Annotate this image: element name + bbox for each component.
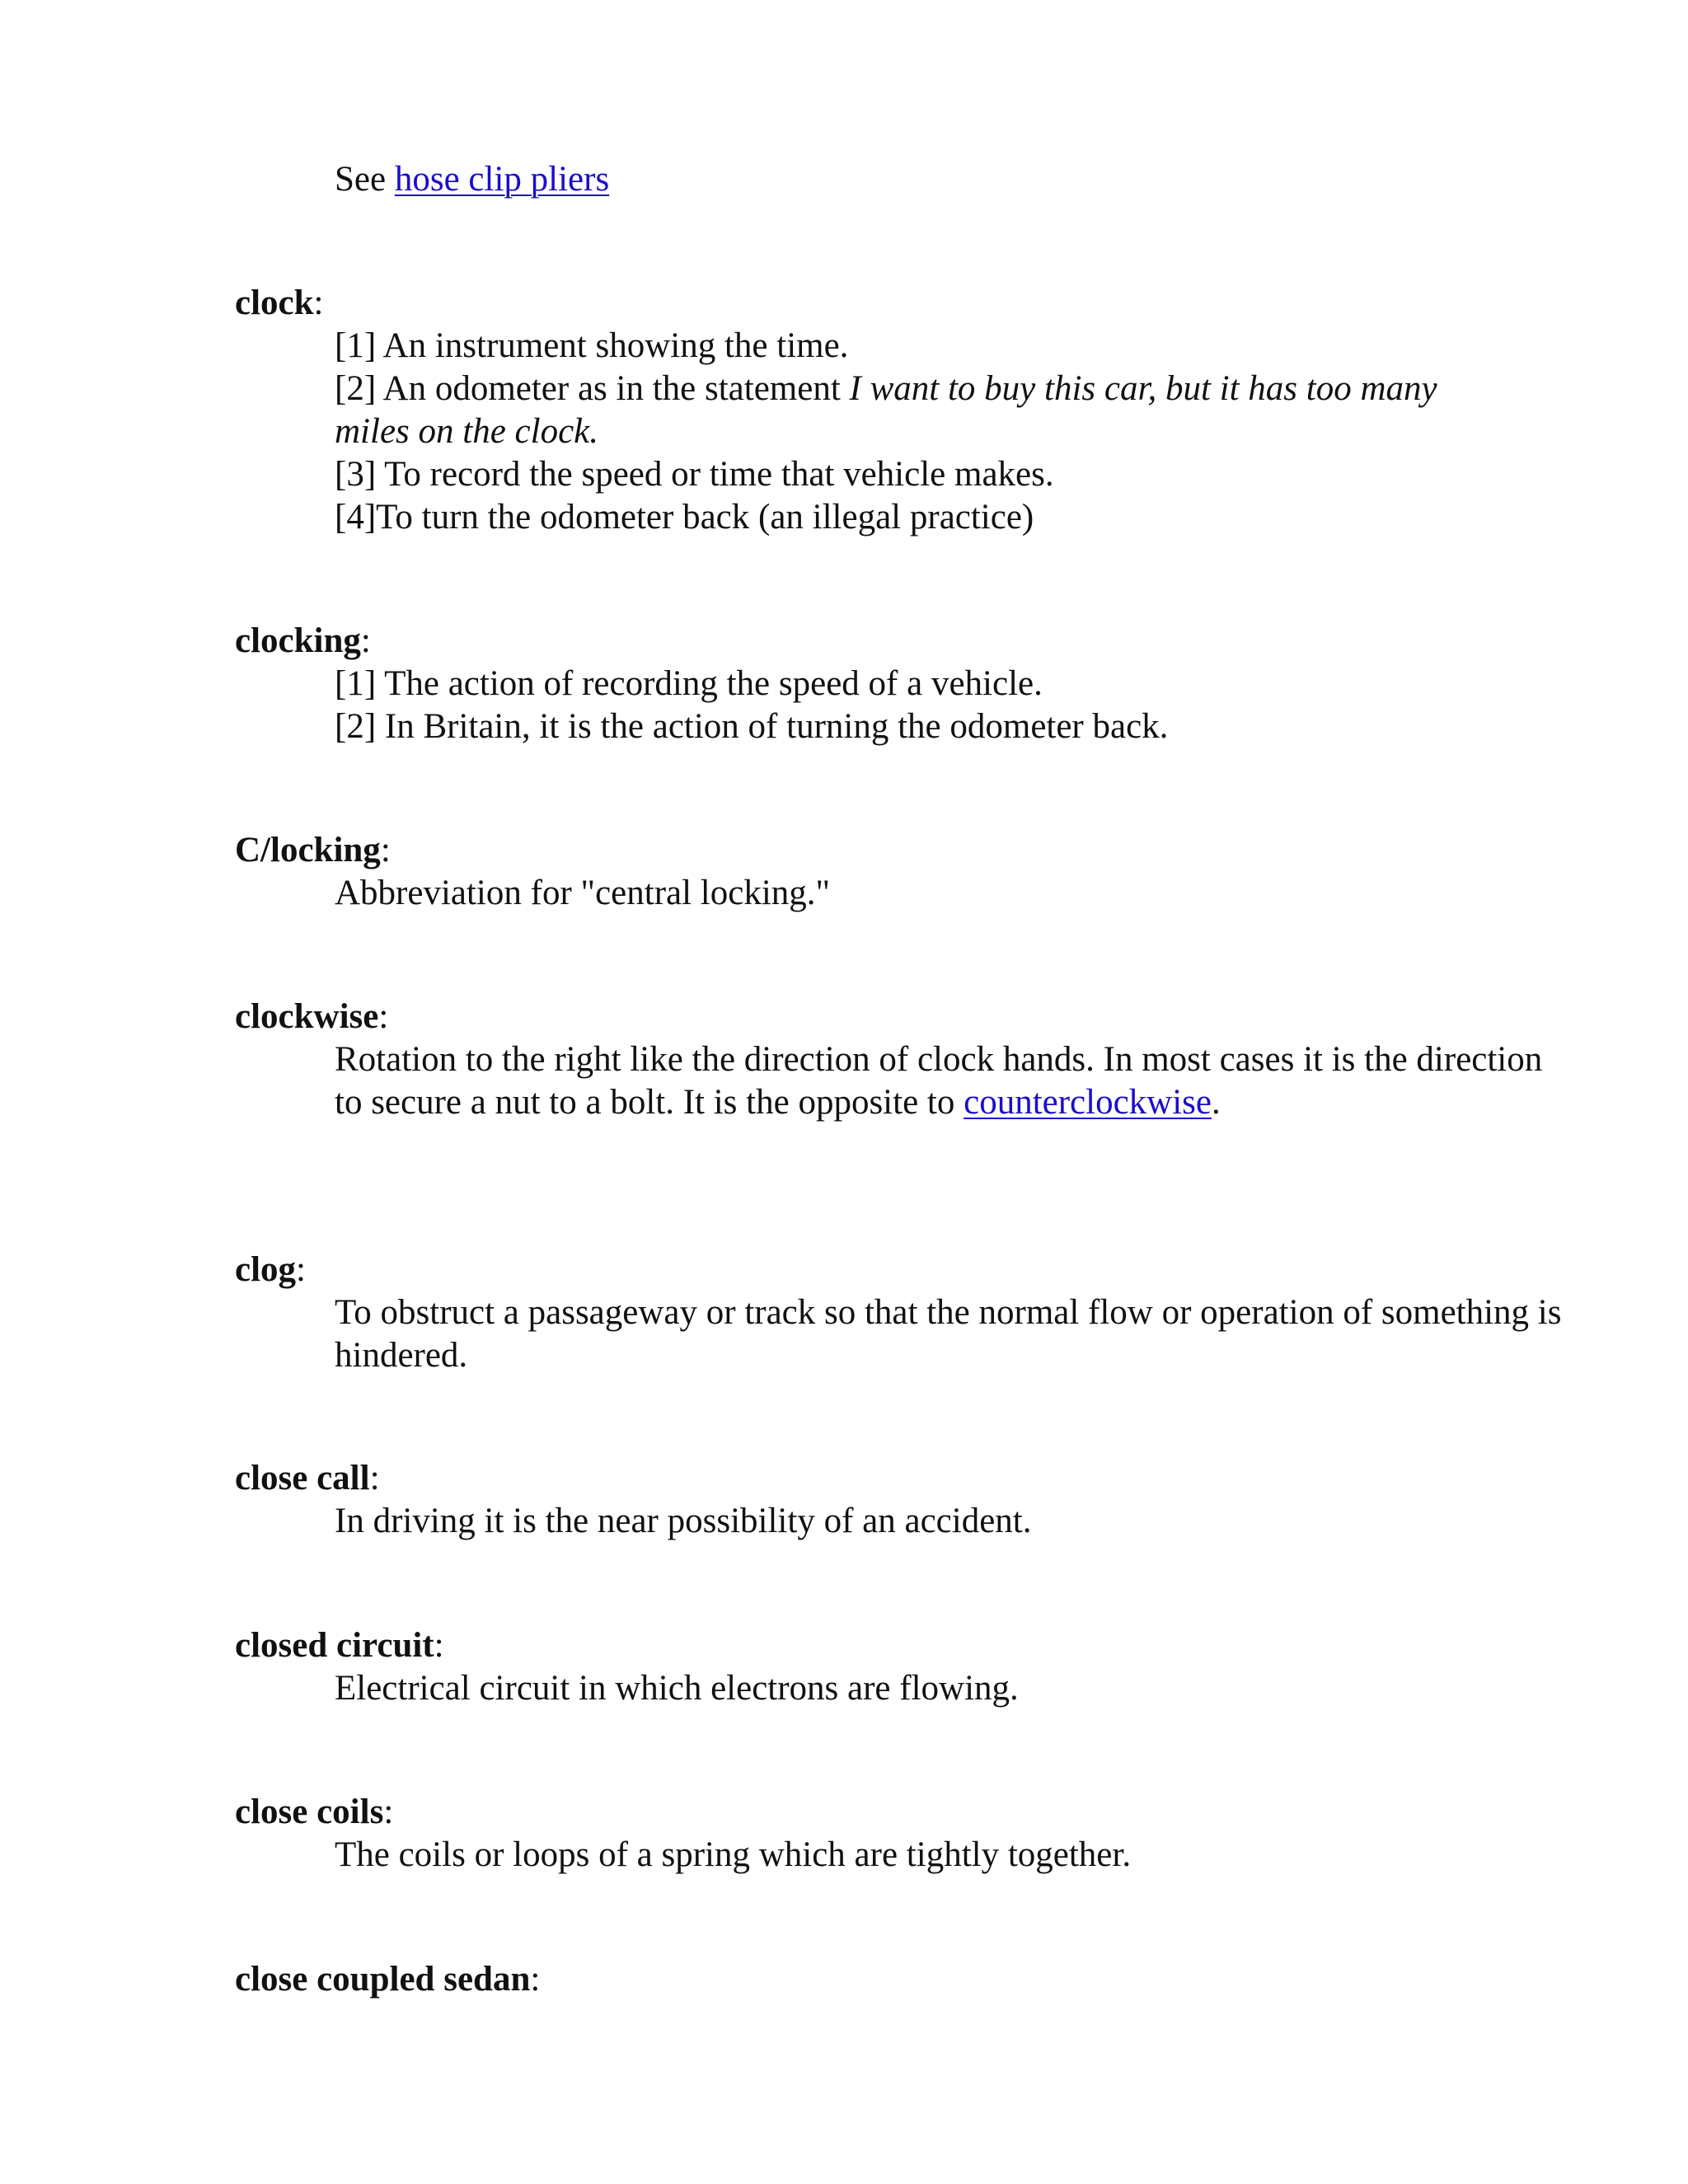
colon: :: [378, 997, 389, 1036]
term-clock: clock: [235, 284, 314, 322]
term-close-coils: close coils: [235, 1793, 384, 1831]
definition-line: The coils or loops of a spring which are tightly together.: [335, 1835, 1132, 1874]
colon: :: [360, 621, 371, 660]
entry-clockwise: [235, 996, 1543, 1124]
see-also-line: [335, 158, 1489, 201]
term-clockwise: clockwise: [235, 997, 379, 1036]
term-close-coupled-sedan: close coupled sedan: [235, 1960, 531, 1999]
hose-clip-pliers-link[interactable]: hose clip pliers: [394, 160, 610, 199]
definition-clocking: [335, 663, 1439, 748]
colon: :: [313, 284, 324, 322]
entry-clocking: [235, 620, 1471, 748]
colon: :: [380, 831, 391, 869]
colon: :: [296, 1250, 306, 1289]
definition-line: [1] The action of recording the speed of a vehicle.: [335, 664, 1043, 703]
colon: :: [434, 1626, 444, 1665]
entry-clock: [235, 282, 1471, 539]
entry-c-locking: [235, 829, 1471, 915]
definition-clock: [335, 325, 1439, 539]
definition-line: [2] In Britain, it is the action of turning the odometer back.: [335, 707, 1169, 746]
entry-close-call: [235, 1457, 1471, 1543]
definition-line: Abbreviation for "central locking.": [335, 874, 831, 912]
definition-closed-circuit: [335, 1667, 1439, 1710]
colon: :: [383, 1793, 394, 1831]
colon: :: [369, 1459, 380, 1497]
term-c-locking: C/locking: [235, 831, 381, 869]
definition-clog: [335, 1291, 1571, 1377]
definition-line: To obstruct a passageway or track so that the normal flow or operation of something is hindered.: [335, 1293, 1562, 1375]
example-quote: I want to buy this car, but it has too many miles on the clock.: [335, 369, 1437, 451]
definition-line: In driving it is the near possibility of an accident.: [335, 1502, 1032, 1540]
entry-clog: [235, 1249, 1562, 1377]
definition-clockwise: Rotation to the right like the direction of clock hands. In most cases it is the direction to secure a nut to a bolt. It is the opposite to counterclockwise.: [335, 1040, 1543, 1122]
counterclockwise-link[interactable]: counterclockwise: [964, 1083, 1212, 1122]
entry-close-coupled-sedan: [235, 1958, 1471, 2001]
term-clocking: clocking: [235, 621, 361, 660]
definition-c-locking: [335, 872, 1439, 915]
definition-close-coils: [335, 1834, 1439, 1877]
see-prefix: See: [335, 160, 387, 199]
entry-closed-circuit: [235, 1624, 1471, 1710]
term-clog: clog: [235, 1250, 297, 1289]
definition-line: [2] An odometer as in the statement I want to buy this car, but it has too many miles on the clock.: [335, 369, 1437, 451]
definition-text: Rotation to the right like the direction of clock hands. In most cases it is the direction to secure a nut to a bolt. It is the opposite to: [335, 1040, 1543, 1122]
definition-line: [3] To record the speed or time that vehicle makes.: [335, 455, 1054, 494]
definition-line: [1] An instrument showing the time.: [335, 326, 849, 365]
definition-line: [4]To turn the odometer back (an illegal practice): [335, 498, 1034, 537]
colon: :: [530, 1960, 541, 1999]
definition-line: Electrical circuit in which electrons are flowing.: [335, 1669, 1019, 1708]
term-closed-circuit: closed circuit: [235, 1626, 434, 1665]
definition-close-call: [335, 1500, 1439, 1543]
term-close-call: close call: [235, 1459, 370, 1497]
entry-close-coils: [235, 1791, 1471, 1877]
